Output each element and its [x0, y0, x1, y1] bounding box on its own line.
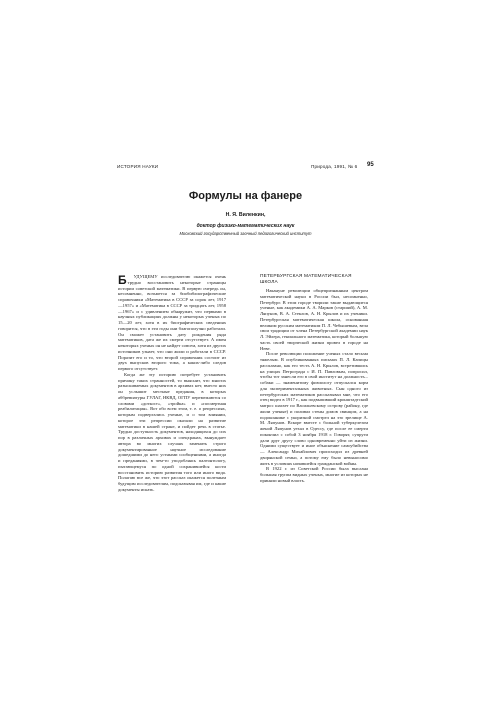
left-paragraph-2: Когда же эту историю потребует установить причину таких странностей, то выяснит, что многих разыскиваемых документов в архивах нет, вместо них он услышит местные предания, в которых аббревиатуры ГУЛАГ, НКВД, ОГПУ перемежаются со словами «доткост», «тройка» и «посмертная реабилитация». Вот обо всем этом, т. е. о репрессиях, которым подвергались ученые, и о том влиянии, которое эти репрессии оказали на развитие математики в нашей стране, и пойдет речь в статье. Трудно доступность документов, находящихся до сих пор в различных архивах и спецхранах, вынуждает автора во многих случаях заменить строго документированное научное исследование дошедшими до него устными сообщениями, а иногда и преданиями, в чем-то уподобляясь палеонтологу, пытающемуся по одной сохранившейся кости восстановить историю развития того или иного вида. Полагаю все же, что этот рассказ окажется полезным будущим исследователям, подсказывая им, где и какие документы искать. — [118, 371, 226, 492]
page-number: 95 — [367, 162, 374, 168]
author-degree: доктор физико-математических наук — [196, 223, 295, 229]
drop-cap: Б — [118, 274, 127, 287]
running-head-section: ИСТОРИЯ НАУКИ — [117, 164, 159, 169]
right-paragraph-2: После революции положение ученых стало весьма тяжелым. В опубликованных письмах П. Л. Капицы рассказано, как его тесть А. Н. Крылов, встретившись на улицах Петрограда с И. П. Павловым, попросил, чтобы тот занесли его в свой институт на должность... собаки — знаменитому физиологу отпускался корм для экспериментальных животных. Сын одного из петербургских математиков рассказывал мне, что его отец видел в 1917 г., как подвыпивший кронштадтский матрос шагает по Васильевскому острову (району, где жили ученые) и поливал стены домов свинцом, а на подоконнике с укоризной смотрел на это зрелище А. М. Ляпунов. Вскоре вместе с больной туберкулезом женой Ляпунов уехал в Одессу, где после ее смерти покончил с собой 3 ноября 1918 г. Говорят, супруги дали друг другу слово одновременно уйти из жизни. Одними существует и иное объяснение самоубийства — Александр Михайлович происходил из древней дворянской семьи, а потому ему было невыносимо жить в условиях начавшейся гражданской войны. — [260, 351, 368, 466]
section-heading: ПЕТЕРБУРГСКАЯ МАТЕМАТИЧЕСКАЯ ШКОЛА — [260, 274, 352, 285]
article-author: Н. Я. Виленкин, — [225, 212, 266, 218]
right-paragraph-1: Накануне революции общепризнанным центром математической науки в России был, несомненно, Петербург. В этом городе творили такие выдающиеся ученые, как академики А. А. Марков (старший), А. М. Ляпунов, В. А. Стеклов, А. Н. Крылов и их ученики. Петербургская математическая школа, основанная великим русским математиком П. Л. Чебышевым, вела свои традиции от члена Петербургской академии наук Л. Эйлера, гениального математика, который большую часть своей творческой жизни провел в городе на Неве. — [260, 288, 368, 351]
left-paragraph-1 — [118, 274, 226, 372]
article-title: Формулы на фанере — [188, 190, 303, 202]
right-paragraph-3: В 1922 г. из Советской России была выслана большая группа видных ученых, многие из которых не приняли новый власть. — [260, 466, 368, 483]
right-text-column — [260, 274, 368, 634]
running-head-journal: Природа, 1991, № 6 — [311, 164, 358, 169]
author-affiliation: Московский государственный заочный педагогический институт — [179, 231, 312, 236]
left-text-column — [118, 274, 226, 568]
left-paragraph-1-text: УДУЩЕМУ исследователю окажется очень трудно восстановить некоторые страницы истории советской математики. В первую очередь он, несомненно, возьмется за биобиблиографические справочники «Математика в СССР за сорок лет, 1917—1957» и «Математика в СССР за тридцать лет, 1958—1967» и с удивлением обнаружит, что первыми в научных публикациях должны у некоторых ученых по 15—20 лет, хотя в их биографических сведениях говорится, что в эти годы они благополучно работали. Он сможет установить дату рождения ряда математиков, дата же их смерти отсутствует. А имен некоторых ученых он не найдет совсем, хотя из других источников узнает, что они жили и работали в СССР. Поразит его и то, что второй справочник состоит из двух выпусков второго тома, а каких-либо следов первого отсутствует. — [118, 274, 226, 371]
